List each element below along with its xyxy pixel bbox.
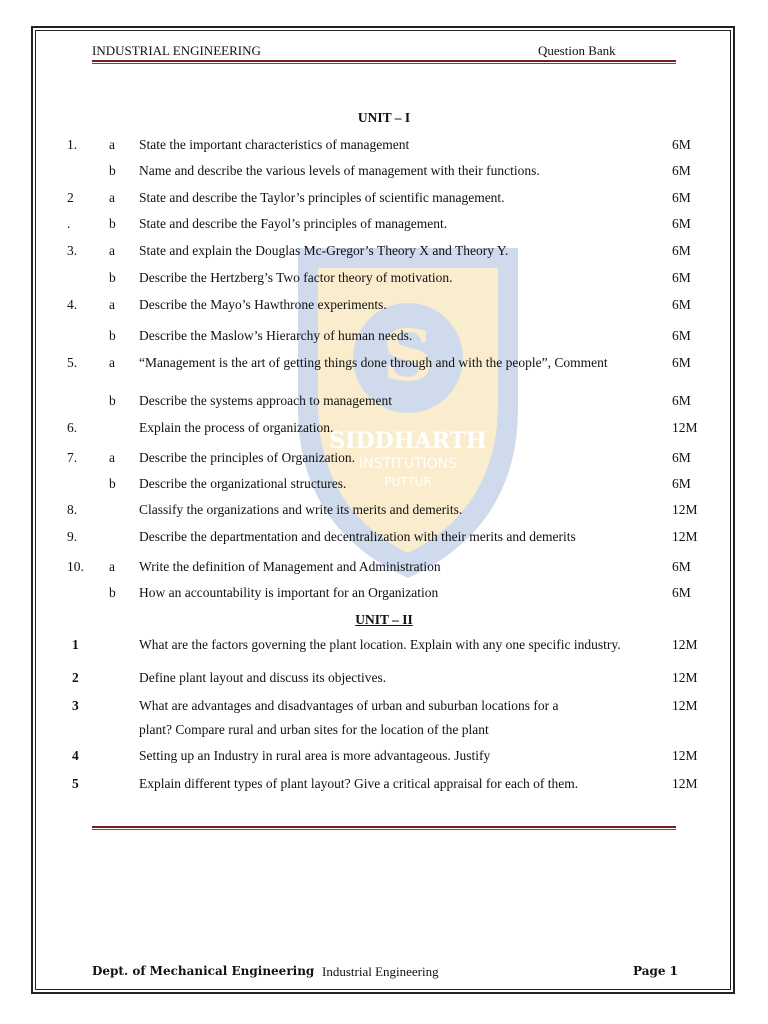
- question-number: 10.: [67, 559, 84, 574]
- question-part: a: [109, 190, 115, 205]
- question-number: 5.: [67, 355, 78, 370]
- unit-2-title: UNIT – II: [355, 612, 413, 627]
- question-marks: 6M: [672, 476, 691, 491]
- question-text: Setting up an Industry in rural area is more advantageous. Justify: [139, 748, 491, 763]
- question-marks: 12M: [672, 776, 698, 791]
- question-marks: 6M: [672, 328, 691, 343]
- question-part: b: [109, 476, 116, 491]
- question-part: b: [109, 393, 116, 408]
- question-marks: 6M: [672, 393, 691, 408]
- header-rule: [92, 60, 676, 64]
- question-marks: 6M: [672, 355, 691, 370]
- question-marks: 6M: [672, 243, 691, 258]
- question-marks: 6M: [672, 270, 691, 285]
- question-text: Classify the organizations and write its merits and demerits.: [139, 502, 463, 517]
- footer-rule: [92, 826, 676, 830]
- question-text: Explain different types of plant layout? Give a critical appraisal for each of them.: [139, 776, 579, 791]
- question-part: a: [109, 450, 115, 465]
- question-marks: 6M: [672, 559, 691, 574]
- watermark-text-3: PUTTUR: [384, 475, 432, 489]
- unit-1-title: UNIT – I: [357, 110, 411, 125]
- question-marks: 6M: [672, 297, 691, 312]
- question-text: How an accountability is important for an Organization: [139, 585, 439, 600]
- question-marks: 12M: [672, 698, 698, 713]
- watermark-text-1: SIDDHARTH: [329, 428, 487, 454]
- question-text-continued: plant? Compare rural and urban sites for the location of the plant: [139, 722, 489, 737]
- question-text: “Management is the art of getting things done through and with the people”, Comment: [139, 355, 608, 370]
- question-number: 2: [72, 670, 79, 685]
- question-text: Describe the Mayo’s Hawthrone experiments.: [139, 297, 387, 312]
- question-text: Describe the principles of Organization.: [139, 450, 356, 465]
- question-text: State and describe the Fayol’s principles of management.: [139, 216, 448, 231]
- question-text: Describe the organizational structures.: [139, 476, 347, 491]
- question-marks: 6M: [672, 137, 691, 152]
- question-text: Describe the departmentation and decentralization with their merits and demerits: [139, 529, 576, 544]
- question-number: 4: [72, 748, 79, 763]
- question-part: a: [109, 297, 115, 312]
- question-text: State and explain the Douglas Mc-Gregor’s Theory X and Theory Y.: [139, 243, 509, 258]
- question-number: 1.: [67, 137, 78, 152]
- question-marks: 12M: [672, 637, 698, 652]
- question-marks: 12M: [672, 748, 698, 763]
- watermark-text-2: INSTITUTIONS: [358, 456, 458, 472]
- question-number: 7.: [67, 450, 78, 465]
- question-marks: 6M: [672, 450, 691, 465]
- footer-dept: Dept. of Mechanical Engineering: [92, 964, 315, 978]
- question-text: Describe the systems approach to management: [139, 393, 393, 408]
- question-text: What are advantages and disadvantages of urban and suburban locations for a: [139, 698, 559, 713]
- question-part: a: [109, 355, 115, 370]
- question-number: 2: [67, 190, 74, 205]
- question-text: What are the factors governing the plant location. Explain with any one specific industry.: [139, 637, 621, 652]
- question-part: b: [109, 163, 116, 178]
- question-text: State the important characteristics of management: [139, 137, 410, 152]
- question-number: .: [67, 216, 71, 231]
- question-number: 9.: [67, 529, 78, 544]
- question-part: b: [109, 216, 116, 231]
- svg-text:S: S: [382, 314, 434, 397]
- question-marks: 6M: [672, 163, 691, 178]
- question-number: 4.: [67, 297, 78, 312]
- question-number: 6.: [67, 420, 78, 435]
- question-number: 8.: [67, 502, 78, 517]
- question-marks: 12M: [672, 529, 698, 544]
- question-text: Write the definition of Management and Administration: [139, 559, 441, 574]
- question-marks: 6M: [672, 190, 691, 205]
- question-text: Explain the process of organization.: [139, 420, 334, 435]
- question-marks: 12M: [672, 420, 698, 435]
- question-text: Name and describe the various levels of management with their functions.: [139, 163, 540, 178]
- question-text: Define plant layout and discuss its objectives.: [139, 670, 387, 685]
- question-number: 5: [72, 776, 79, 791]
- question-part: b: [109, 328, 116, 343]
- question-part: a: [109, 243, 115, 258]
- question-part: a: [109, 559, 115, 574]
- question-part: b: [109, 270, 116, 285]
- question-marks: 12M: [672, 670, 698, 685]
- footer-page-number: Page 1: [633, 964, 679, 978]
- question-part: a: [109, 137, 115, 152]
- header-doc-type: Question Bank: [538, 43, 616, 58]
- header-subject: INDUSTRIAL ENGINEERING: [92, 43, 261, 58]
- question-marks: 6M: [672, 216, 691, 231]
- question-marks: 6M: [672, 585, 691, 600]
- question-text: State and describe the Taylor’s principles of scientific management.: [139, 190, 505, 205]
- question-number: 3.: [67, 243, 78, 258]
- question-marks: 12M: [672, 502, 698, 517]
- footer-course: Industrial Engineering: [322, 964, 439, 979]
- question-number: 3: [72, 698, 79, 713]
- question-text: Describe the Maslow’s Hierarchy of human needs.: [139, 328, 413, 343]
- question-part: b: [109, 585, 116, 600]
- question-text: Describe the Hertzberg’s Two factor theory of motivation.: [139, 270, 453, 285]
- question-number: 1: [72, 637, 79, 652]
